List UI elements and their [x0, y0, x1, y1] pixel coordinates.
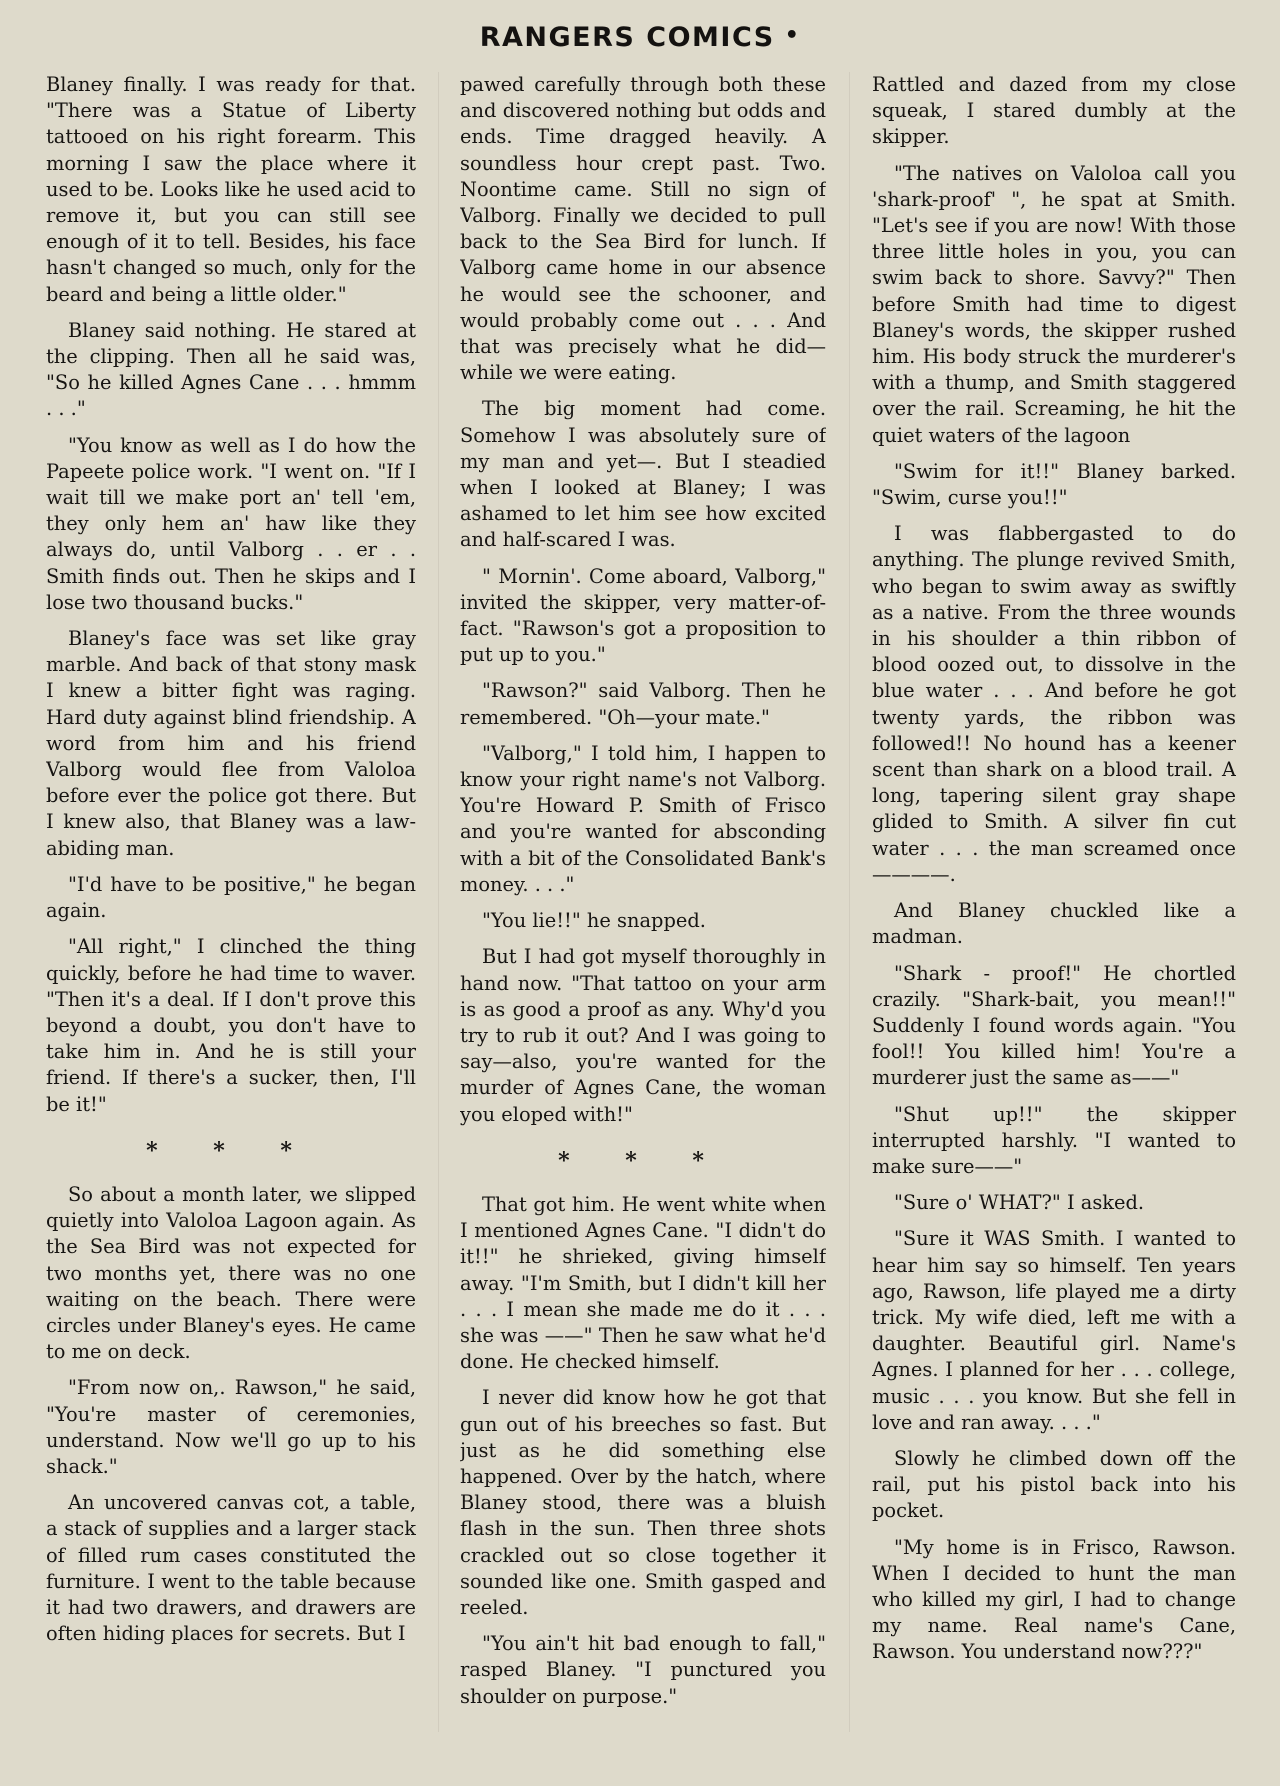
paragraph: That got him. He went white when I mentioned Agnes Cane. "I didn't do it!!" he shrieked, giving himself away. "I'm Smith, but I didn't kill her . . . I mean she made me do it . . . she was ——" Then he saw what he'd done. He checked himself.: [460, 1192, 826, 1374]
paragraph: So about a month later, we slipped quietly into Valoloa Lagoon again. As the Sea Bird was not expected for two months yet, there was no one waiting on the beach. There were circles under Blaney's eyes. He came to me on deck.: [46, 1182, 416, 1364]
paragraph: "From now on,. Rawson," he said, "You're master of ceremonies, understand. Now we'll go up to his shack.": [46, 1376, 416, 1478]
paragraph: And Blaney chuckled like a madman.: [872, 899, 1236, 949]
text-column-2: [460, 72, 826, 1752]
paragraph: The big moment had come. Somehow I was absolutely sure of my man and yet—. But I steadied when I looked at Blaney; I was ashamed to let him see how excited and half-scared I was.: [460, 397, 826, 552]
paragraph: "You ain't hit bad enough to fall," rasped Blaney. "I punctured you shoulder on purpose.": [460, 1632, 826, 1708]
header-mark: •: [784, 23, 801, 48]
paragraph: Rattled and dazed from my close squeak, I stared dumbly at the skipper.: [872, 73, 1236, 149]
paragraph: Slowly he climbed down off the rail, put his pistol back into his pocket.: [872, 1446, 1236, 1523]
paragraph: Blaney said nothing. He stared at the clipping. Then all he said was, "So he killed Agnes Cane . . . hmmm . . .": [46, 318, 416, 421]
paragraph: But I had got myself thoroughly in hand now. "That tattoo on your arm is as good a proof as any. Why'd you try to rub it out? And I was going to say—also, you're wanted for the murder of Agnes Cane, the woman you eloped with!": [460, 945, 826, 1126]
page-header: [0, 22, 1280, 53]
paragraph: "My home is in Frisco, Rawson. When I decided to hunt the man who killed my girl, I had to change my name. Real name's Cane, Rawson. You understand now???": [872, 1535, 1236, 1664]
paragraph: "Rawson?" said Valborg. Then he remembered. "Oh—your mate.": [460, 679, 826, 729]
paragraph: "Swim for it!!" Blaney barked. "Swim, curse you!!": [872, 459, 1236, 510]
paragraph: pawed carefully through both these and discovered nothing but odds and ends. Time dragged heavily. A soundless hour crept past. Two. Noontime came. Still no sign of Valborg. Finally we decided to pull back to the Sea Bird for lunch. If Valborg came home in our absence he would see the schooner, and would probably come out . . . And that was precisely what he did—while we were eating.: [460, 73, 826, 385]
paragraph: I never did know how he got that gun out of his breeches so fast. But just as he did something else happened. Over by the hatch, where Blaney stood, there was a bluish flash in the sun. Then three shots crackled out so close together it sounded like one. Smith gasped and reeled.: [460, 1386, 826, 1619]
paragraph: "Sure it WAS Smith. I wanted to hear him say so himself. Ten years ago, Rawson, life played me a dirty trick. My wife died, left me with a daughter. Beautiful girl. Name's Agnes. I planned for her . . . college, music . . . you know. But she fell in love and ran away. . . .": [872, 1227, 1236, 1434]
column-gutter: [849, 72, 850, 1732]
paragraph: " Mornin'. Come aboard, Valborg," invited the skipper, very matter-of-fact. "Rawson's got a proposition to put up to you.": [460, 564, 826, 667]
paragraph: "Shark - proof!" He chortled crazily. "Shark-bait, you mean!!" Suddenly I found words again. "You fool!! You killed him! You're a murderer just the same as——": [872, 961, 1236, 1090]
text-column-1: [46, 72, 416, 1752]
text-column-3: [872, 72, 1236, 1752]
paragraph: "Valborg," I told him, I happen to know your right name's not Valborg. You're Howard P. Smith of Frisco and you're wanted for absconding with a bit of the Consolidated Bank's money. . . .": [460, 741, 826, 896]
magazine-title: RANGERS COMICS: [479, 22, 775, 53]
paragraph: Blaney's face was set like gray marble. And back of that stony mask I knew a bitter fight was raging. Hard duty against blind friendship. A word from him and his friend Valborg would flee from Valoloa before ever the police got there. But I knew also, that Blaney was a law-abiding man.: [46, 627, 416, 860]
paragraph: "Shut up!!" the skipper interrupted harshly. "I wanted to make sure——": [872, 1102, 1236, 1178]
paragraph: "You know as well as I do how the Papeete police work. "I went on. "If I wait till we make port an' tell 'em, they only hem an' haw like they always do, until Valborg . . er . . Smith finds out. Then he skips and I lose two thousand bucks.": [46, 433, 416, 614]
paragraph: "Sure o' WHAT?" I asked.: [894, 1191, 1145, 1215]
paragraph: Blaney finally. I was ready for that. "There was a Statue of Liberty tattooed on his right forearm. This morning I saw the place where it used to be. Looks like he used acid to remove it, but you can still see enough of it to tell. Besides, his face hasn't changed so much, only for the beard and being a little older.": [46, 73, 416, 306]
paragraph: I was flabbergasted to do anything. The plunge revived Smith, who began to swim away as swiftly as a native. From the three wounds in his shoulder a thin ribbon of blood oozed out, to dissolve in the blue water . . . And before he got twenty yards, the ribbon was followed!! No hound has a keener scent than shark on a blood trail. A long, tapering silent gray shape glided to Smith. A silver fin cut water . . . the man screamed once ————.: [872, 522, 1236, 886]
paragraph: "All right," I clinched the thing quickly, before he had time to waver. "Then it's a deal. If I don't prove this beyond a doubt, you don't have to take him in. And he is still your friend. If there's a sucker, then, I'll be it!": [46, 935, 416, 1116]
column-gutter: [438, 72, 439, 1732]
paragraph: An uncovered canvas cot, a table, a stack of supplies and a larger stack of filled rum cases constituted the furniture. I went to the table because it had two drawers, and drawers are often hiding places for secrets. But I: [46, 1491, 416, 1646]
section-separator: * * *: [558, 1147, 728, 1174]
paragraph: "I'd have to be positive," he began again.: [46, 872, 416, 923]
paragraph: "The natives on Valoloa call you 'shark-proof' ", he spat at Smith. "Let's see if you are now! With those three little holes in you, you can swim back to shore. Savvy?" Then before Smith had time to digest Blaney's words, the skipper rushed him. His body struck the murderer's with a thump, and Smith staggered over the rail. Screaming, he hit the quiet waters of the lagoon: [872, 161, 1236, 447]
section-separator: * * *: [146, 1137, 316, 1164]
paragraph: "You lie!!" he snapped.: [482, 909, 706, 933]
